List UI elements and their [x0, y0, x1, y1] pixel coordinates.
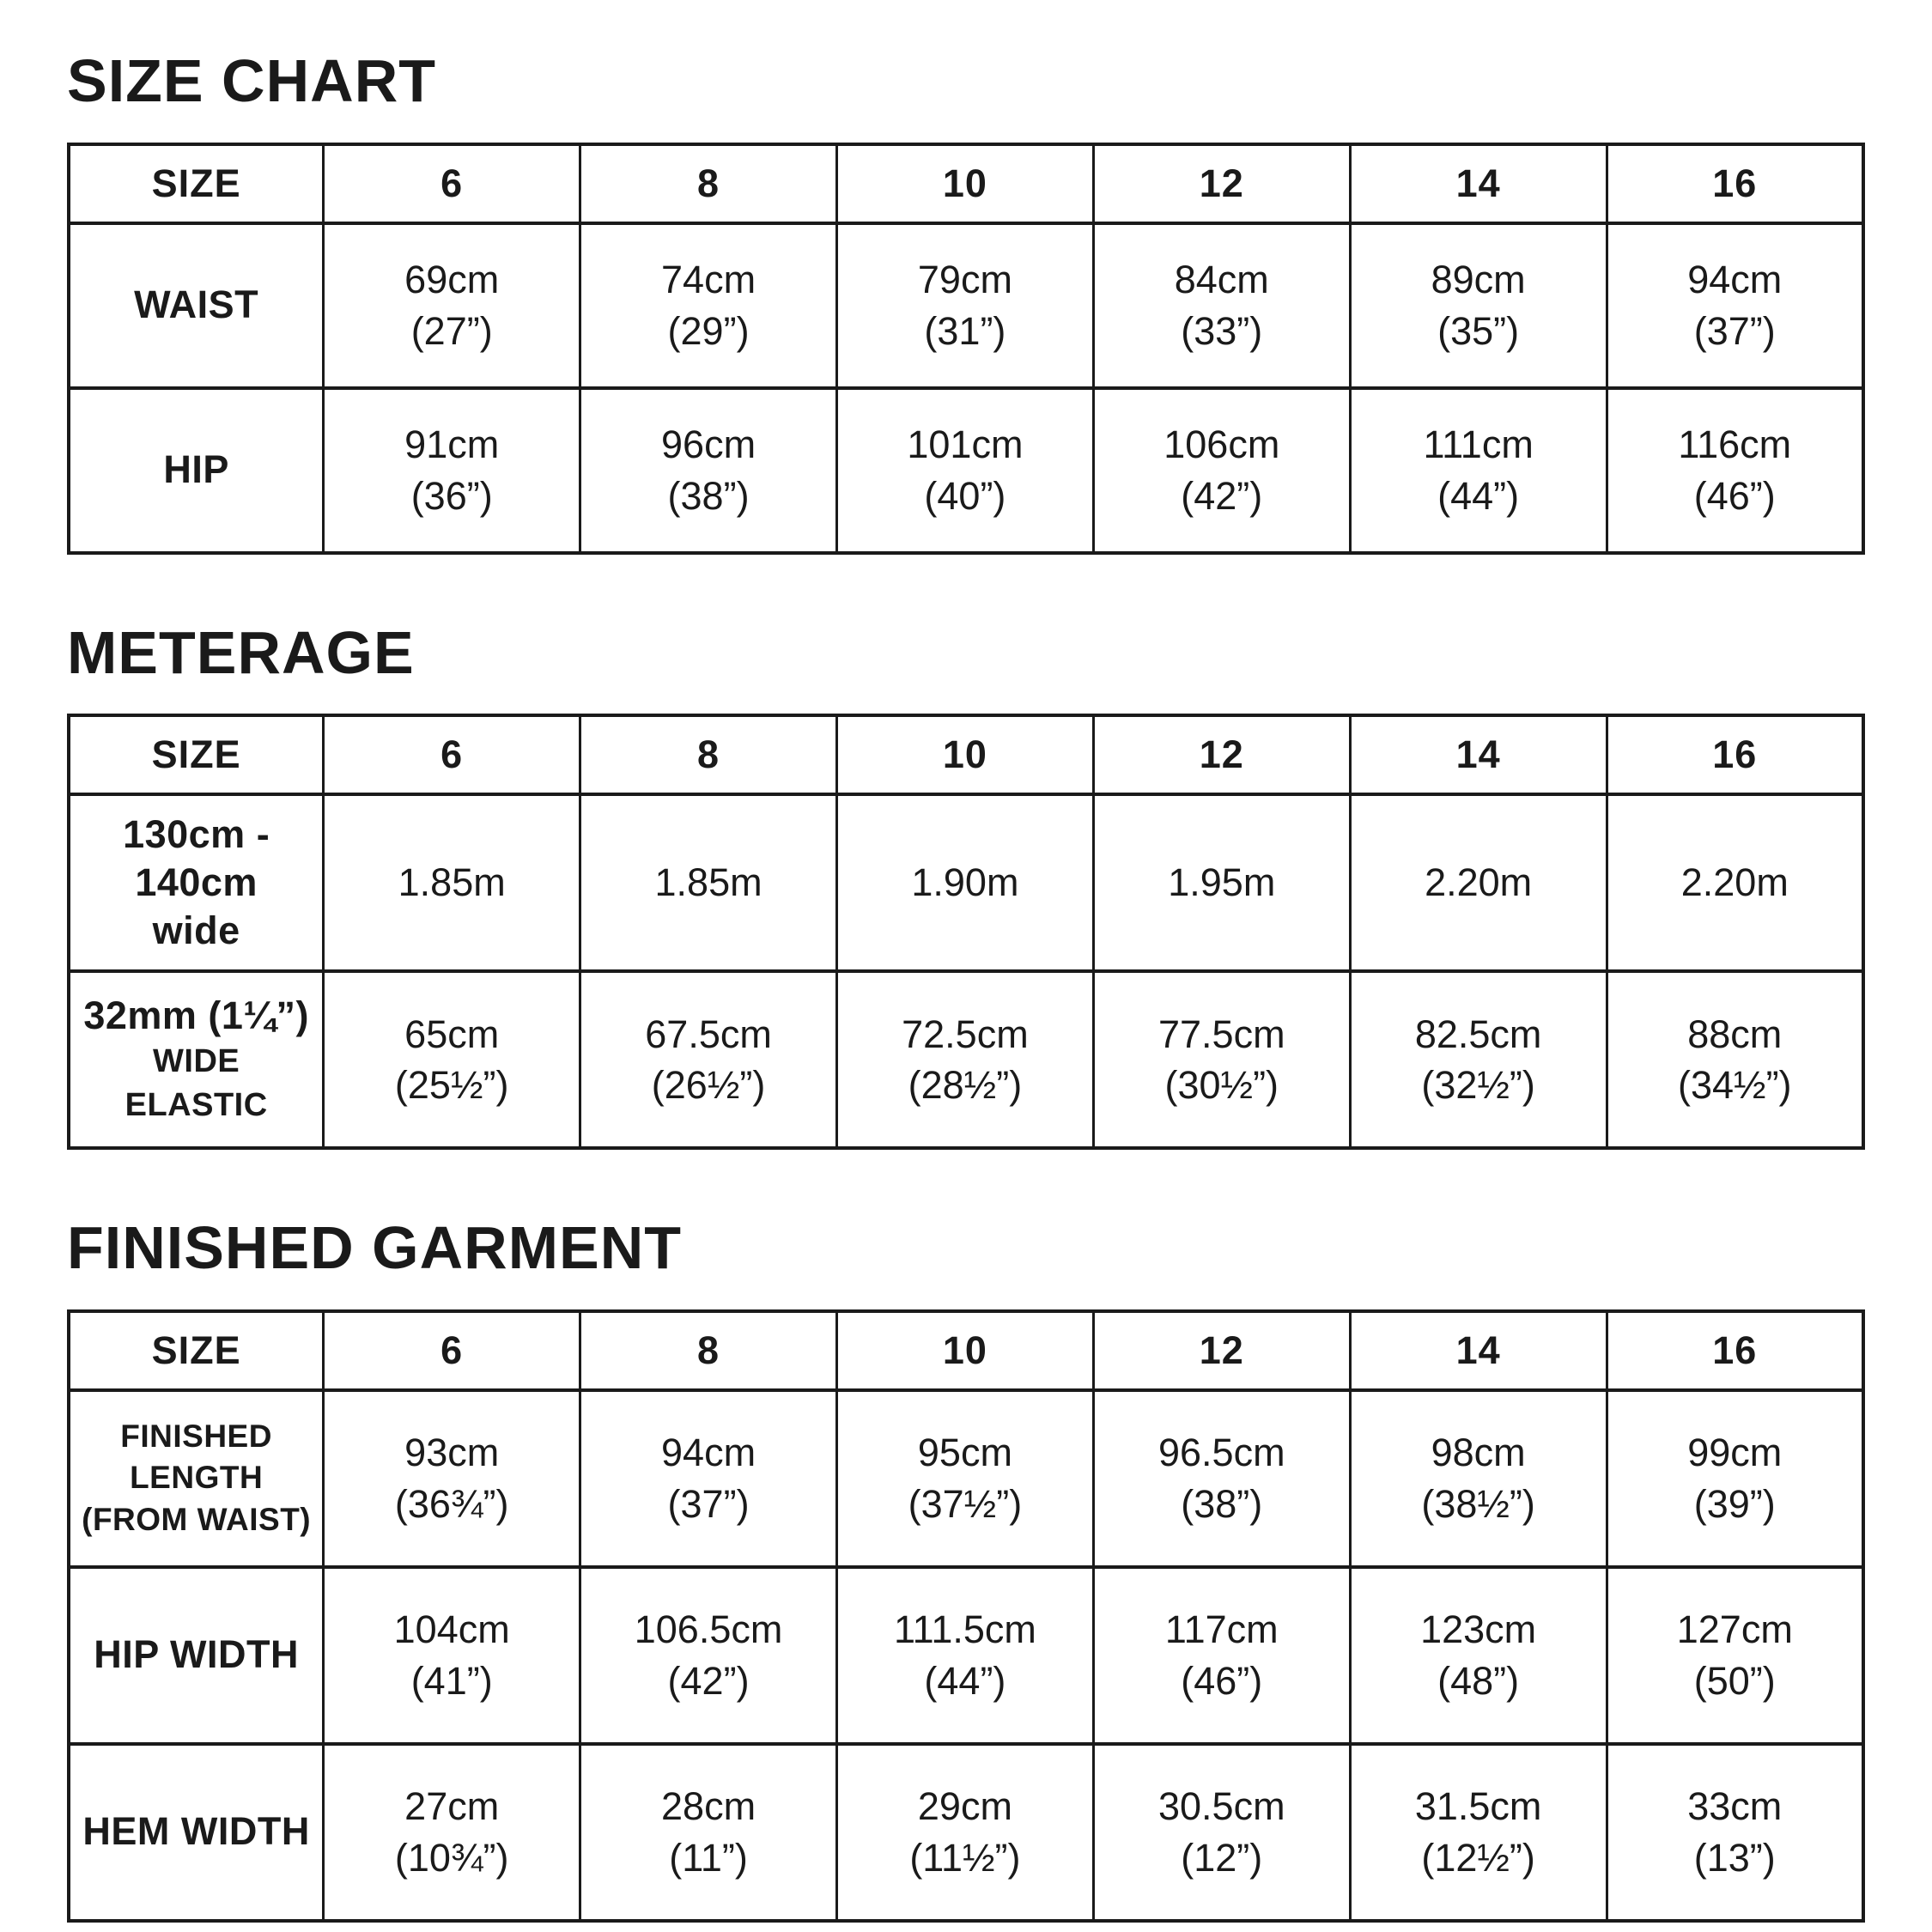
value-cell	[1607, 794, 1863, 971]
value-cell	[836, 1744, 1093, 1921]
value-line: (44”)	[1437, 473, 1520, 518]
value-cell	[1350, 794, 1607, 971]
value-line: 116cm	[1678, 422, 1792, 467]
header-text: 10	[942, 161, 987, 205]
value-cell	[1093, 388, 1350, 553]
value-line: 74cm	[661, 258, 756, 302]
value-line: 127cm	[1676, 1607, 1793, 1652]
header-size-cell	[1093, 1311, 1350, 1390]
value-line: 65cm	[404, 1012, 500, 1056]
header-size-cell	[1607, 715, 1863, 794]
section-title-finished-garment: FINISHED GARMENT	[67, 1214, 682, 1281]
table-header-row	[69, 715, 1863, 794]
value-line: (48”)	[1437, 1658, 1520, 1703]
section-title-meterage: METERAGE	[67, 618, 415, 686]
row-label-line: HEM WIDTH	[82, 1809, 310, 1854]
header-text: SIZE	[151, 161, 241, 205]
value-cell	[1607, 1567, 1863, 1744]
data-table	[67, 714, 1865, 1150]
header-text: 14	[1455, 161, 1501, 205]
value-line: (12”)	[1181, 1835, 1263, 1880]
value-line: (12½”)	[1421, 1835, 1535, 1880]
value-cell	[1093, 1744, 1350, 1921]
value-cell	[1607, 223, 1863, 388]
value-cell	[1093, 794, 1350, 971]
table-row	[69, 1390, 1863, 1567]
table-row	[69, 223, 1863, 388]
value-line: (34½”)	[1678, 1063, 1792, 1107]
value-cell	[1350, 1390, 1607, 1567]
header-text: 8	[697, 161, 720, 205]
value-line: (10¾”)	[394, 1835, 509, 1880]
value-line: 79cm	[917, 258, 1012, 302]
header-label-cell	[69, 1311, 324, 1390]
header-text: SIZE	[151, 732, 241, 776]
header-text: 12	[1199, 1327, 1244, 1372]
row-label-cell	[69, 1744, 324, 1921]
value-line: 67.5cm	[645, 1012, 772, 1056]
value-line: 33cm	[1687, 1784, 1783, 1829]
value-line: (38½”)	[1421, 1481, 1535, 1526]
header-size-cell	[1607, 1311, 1863, 1390]
data-table	[67, 1309, 1865, 1923]
value-cell	[324, 1744, 580, 1921]
value-line: (42”)	[667, 1658, 750, 1703]
value-line: 94cm	[661, 1431, 756, 1475]
value-line: (38”)	[1181, 1481, 1263, 1526]
value-cell	[580, 971, 837, 1148]
value-line: 111.5cm	[893, 1607, 1036, 1652]
value-cell	[836, 794, 1093, 971]
row-label-line: HIP WIDTH	[94, 1632, 299, 1677]
header-text: SIZE	[151, 1327, 241, 1372]
value-line: (28½”)	[908, 1063, 1023, 1107]
meterage-section	[67, 618, 1865, 1151]
value-line: (35”)	[1437, 308, 1520, 353]
meterage-table-container	[67, 714, 1865, 1150]
value-line: (30½”)	[1164, 1063, 1279, 1107]
value-cell	[324, 388, 580, 553]
header-size-cell	[580, 715, 837, 794]
row-label-cell	[69, 794, 324, 971]
header-size-cell	[1350, 144, 1607, 223]
row-label-line: 32mm (1¼”)	[83, 993, 309, 1037]
header-text: 6	[440, 161, 464, 205]
row-label-line: 130cm - 140cm	[123, 811, 270, 904]
value-line: 1.85m	[398, 860, 506, 905]
header-text: 16	[1712, 161, 1758, 205]
data-table	[67, 143, 1865, 555]
row-label-line: LENGTH	[130, 1460, 264, 1496]
value-cell	[580, 1390, 837, 1567]
row-label-cell	[69, 388, 324, 553]
header-text: 10	[942, 732, 987, 776]
header-size-cell	[1350, 1311, 1607, 1390]
value-line: (11”)	[669, 1835, 748, 1880]
value-line: 111cm	[1423, 422, 1534, 467]
header-size-cell	[580, 144, 837, 223]
table-row	[69, 1567, 1863, 1744]
value-line: 1.90m	[911, 860, 1019, 905]
header-size-cell	[1093, 144, 1350, 223]
value-cell	[1093, 223, 1350, 388]
header-size-cell	[1093, 715, 1350, 794]
value-line: 69cm	[404, 258, 500, 302]
value-line: (36¾”)	[394, 1481, 509, 1526]
header-size-cell	[324, 144, 580, 223]
value-line: (33”)	[1181, 308, 1263, 353]
value-line: 88cm	[1687, 1012, 1783, 1056]
value-cell	[1350, 971, 1607, 1148]
value-cell	[580, 223, 837, 388]
header-text: 6	[440, 732, 464, 776]
value-cell	[1350, 1567, 1607, 1744]
value-cell	[580, 1567, 837, 1744]
value-line: 2.20m	[1425, 860, 1533, 905]
value-cell	[1350, 388, 1607, 553]
finished-garment-section	[67, 1214, 1865, 1923]
header-size-cell	[324, 715, 580, 794]
size-chart-table-container	[67, 143, 1865, 555]
header-label-cell	[69, 715, 324, 794]
value-line: 31.5cm	[1414, 1784, 1542, 1829]
value-line: 84cm	[1174, 258, 1269, 302]
row-label-cell	[69, 1390, 324, 1567]
value-line: 28cm	[661, 1784, 756, 1829]
value-cell	[1350, 1744, 1607, 1921]
table-header-row	[69, 144, 1863, 223]
row-label-line: wide	[152, 908, 240, 953]
row-label-line: WAIST	[134, 283, 259, 327]
value-line: 72.5cm	[902, 1012, 1029, 1056]
header-text: 8	[697, 732, 720, 776]
value-line: 123cm	[1420, 1607, 1537, 1652]
header-text: 16	[1712, 732, 1758, 776]
value-line: (40”)	[924, 473, 1006, 518]
value-line: 30.5cm	[1157, 1784, 1285, 1829]
row-label-cell	[69, 223, 324, 388]
value-cell	[1093, 1567, 1350, 1744]
header-text: 12	[1199, 161, 1244, 205]
value-line: 117cm	[1164, 1607, 1279, 1652]
size-chart-section	[67, 47, 1865, 555]
table-row	[69, 794, 1863, 971]
value-line: (38”)	[667, 473, 750, 518]
row-label-line: FINISHED	[120, 1419, 272, 1455]
value-line: (26½”)	[651, 1063, 766, 1107]
value-line: 98cm	[1431, 1431, 1526, 1475]
header-label-cell	[69, 144, 324, 223]
value-cell	[580, 1744, 837, 1921]
table-row	[69, 1744, 1863, 1921]
value-cell	[324, 794, 580, 971]
value-line: (37”)	[667, 1481, 750, 1526]
value-line: 82.5cm	[1414, 1012, 1542, 1056]
row-label-line: (FROM WAIST)	[82, 1501, 312, 1537]
value-cell	[324, 1390, 580, 1567]
value-line: (11½”)	[909, 1835, 1021, 1880]
value-cell	[580, 388, 837, 553]
header-text: 10	[942, 1327, 987, 1372]
value-line: 106cm	[1163, 422, 1280, 467]
header-size-cell	[836, 715, 1093, 794]
value-line: 1.85m	[654, 860, 762, 905]
value-cell	[1350, 223, 1607, 388]
value-cell	[324, 223, 580, 388]
value-cell	[836, 223, 1093, 388]
header-size-cell	[1350, 715, 1607, 794]
value-line: (32½”)	[1421, 1063, 1535, 1107]
value-line: (25½”)	[394, 1063, 509, 1107]
value-line: 89cm	[1431, 258, 1526, 302]
value-line: 27cm	[404, 1784, 500, 1829]
value-cell	[1607, 388, 1863, 553]
value-line: 104cm	[393, 1607, 510, 1652]
header-text: 14	[1455, 732, 1501, 776]
row-label-cell	[69, 1567, 324, 1744]
header-size-cell	[836, 144, 1093, 223]
header-size-cell	[1607, 144, 1863, 223]
value-line: (36”)	[410, 473, 493, 518]
header-text: 14	[1455, 1327, 1501, 1372]
value-line: 95cm	[917, 1431, 1012, 1475]
value-line: 91cm	[404, 422, 500, 467]
value-line: (37”)	[1693, 308, 1776, 353]
value-line: (39”)	[1693, 1481, 1776, 1526]
value-cell	[836, 1390, 1093, 1567]
value-line: (46”)	[1693, 473, 1776, 518]
row-label-line: HIP	[163, 447, 229, 492]
value-line: 93cm	[404, 1431, 500, 1475]
table-row	[69, 971, 1863, 1148]
header-size-cell	[580, 1311, 837, 1390]
header-text: 8	[697, 1327, 720, 1372]
value-line: (42”)	[1181, 473, 1263, 518]
value-line: (46”)	[1181, 1658, 1263, 1703]
value-cell	[1607, 1390, 1863, 1567]
section-title-size-chart: SIZE CHART	[67, 47, 436, 114]
value-cell	[836, 1567, 1093, 1744]
value-line: 96.5cm	[1157, 1431, 1285, 1475]
value-line: 101cm	[907, 422, 1024, 467]
row-label-secondary-line: WIDE ELASTIC	[125, 1042, 268, 1124]
value-cell	[836, 971, 1093, 1148]
value-cell	[836, 388, 1093, 553]
value-line: (29”)	[667, 308, 750, 353]
row-label-cell	[69, 971, 324, 1148]
value-line: 106.5cm	[634, 1607, 783, 1652]
value-line: 96cm	[661, 422, 756, 467]
header-size-cell	[836, 1311, 1093, 1390]
table-header-row	[69, 1311, 1863, 1390]
header-text: 6	[440, 1327, 464, 1372]
value-cell	[1093, 971, 1350, 1148]
table-row	[69, 388, 1863, 553]
value-line: 1.95m	[1168, 860, 1276, 905]
value-cell	[324, 971, 580, 1148]
value-line: 77.5cm	[1157, 1012, 1285, 1056]
value-cell	[1607, 1744, 1863, 1921]
value-line: (13”)	[1693, 1835, 1776, 1880]
value-line: (37½”)	[908, 1481, 1023, 1526]
value-line: (44”)	[924, 1658, 1006, 1703]
header-text: 16	[1712, 1327, 1758, 1372]
value-cell	[324, 1567, 580, 1744]
value-line: (27”)	[410, 308, 493, 353]
value-line: (41”)	[410, 1658, 493, 1703]
finished-garment-table-container	[67, 1309, 1865, 1923]
value-cell	[1607, 971, 1863, 1148]
header-size-cell	[324, 1311, 580, 1390]
value-cell	[1093, 1390, 1350, 1567]
value-cell	[580, 794, 837, 971]
value-line: 2.20m	[1680, 860, 1789, 905]
value-line: 29cm	[917, 1784, 1012, 1829]
value-line: (50”)	[1693, 1658, 1776, 1703]
value-line: (31”)	[924, 308, 1006, 353]
value-line: 99cm	[1687, 1431, 1783, 1475]
header-text: 12	[1199, 732, 1244, 776]
value-line: 94cm	[1687, 258, 1783, 302]
